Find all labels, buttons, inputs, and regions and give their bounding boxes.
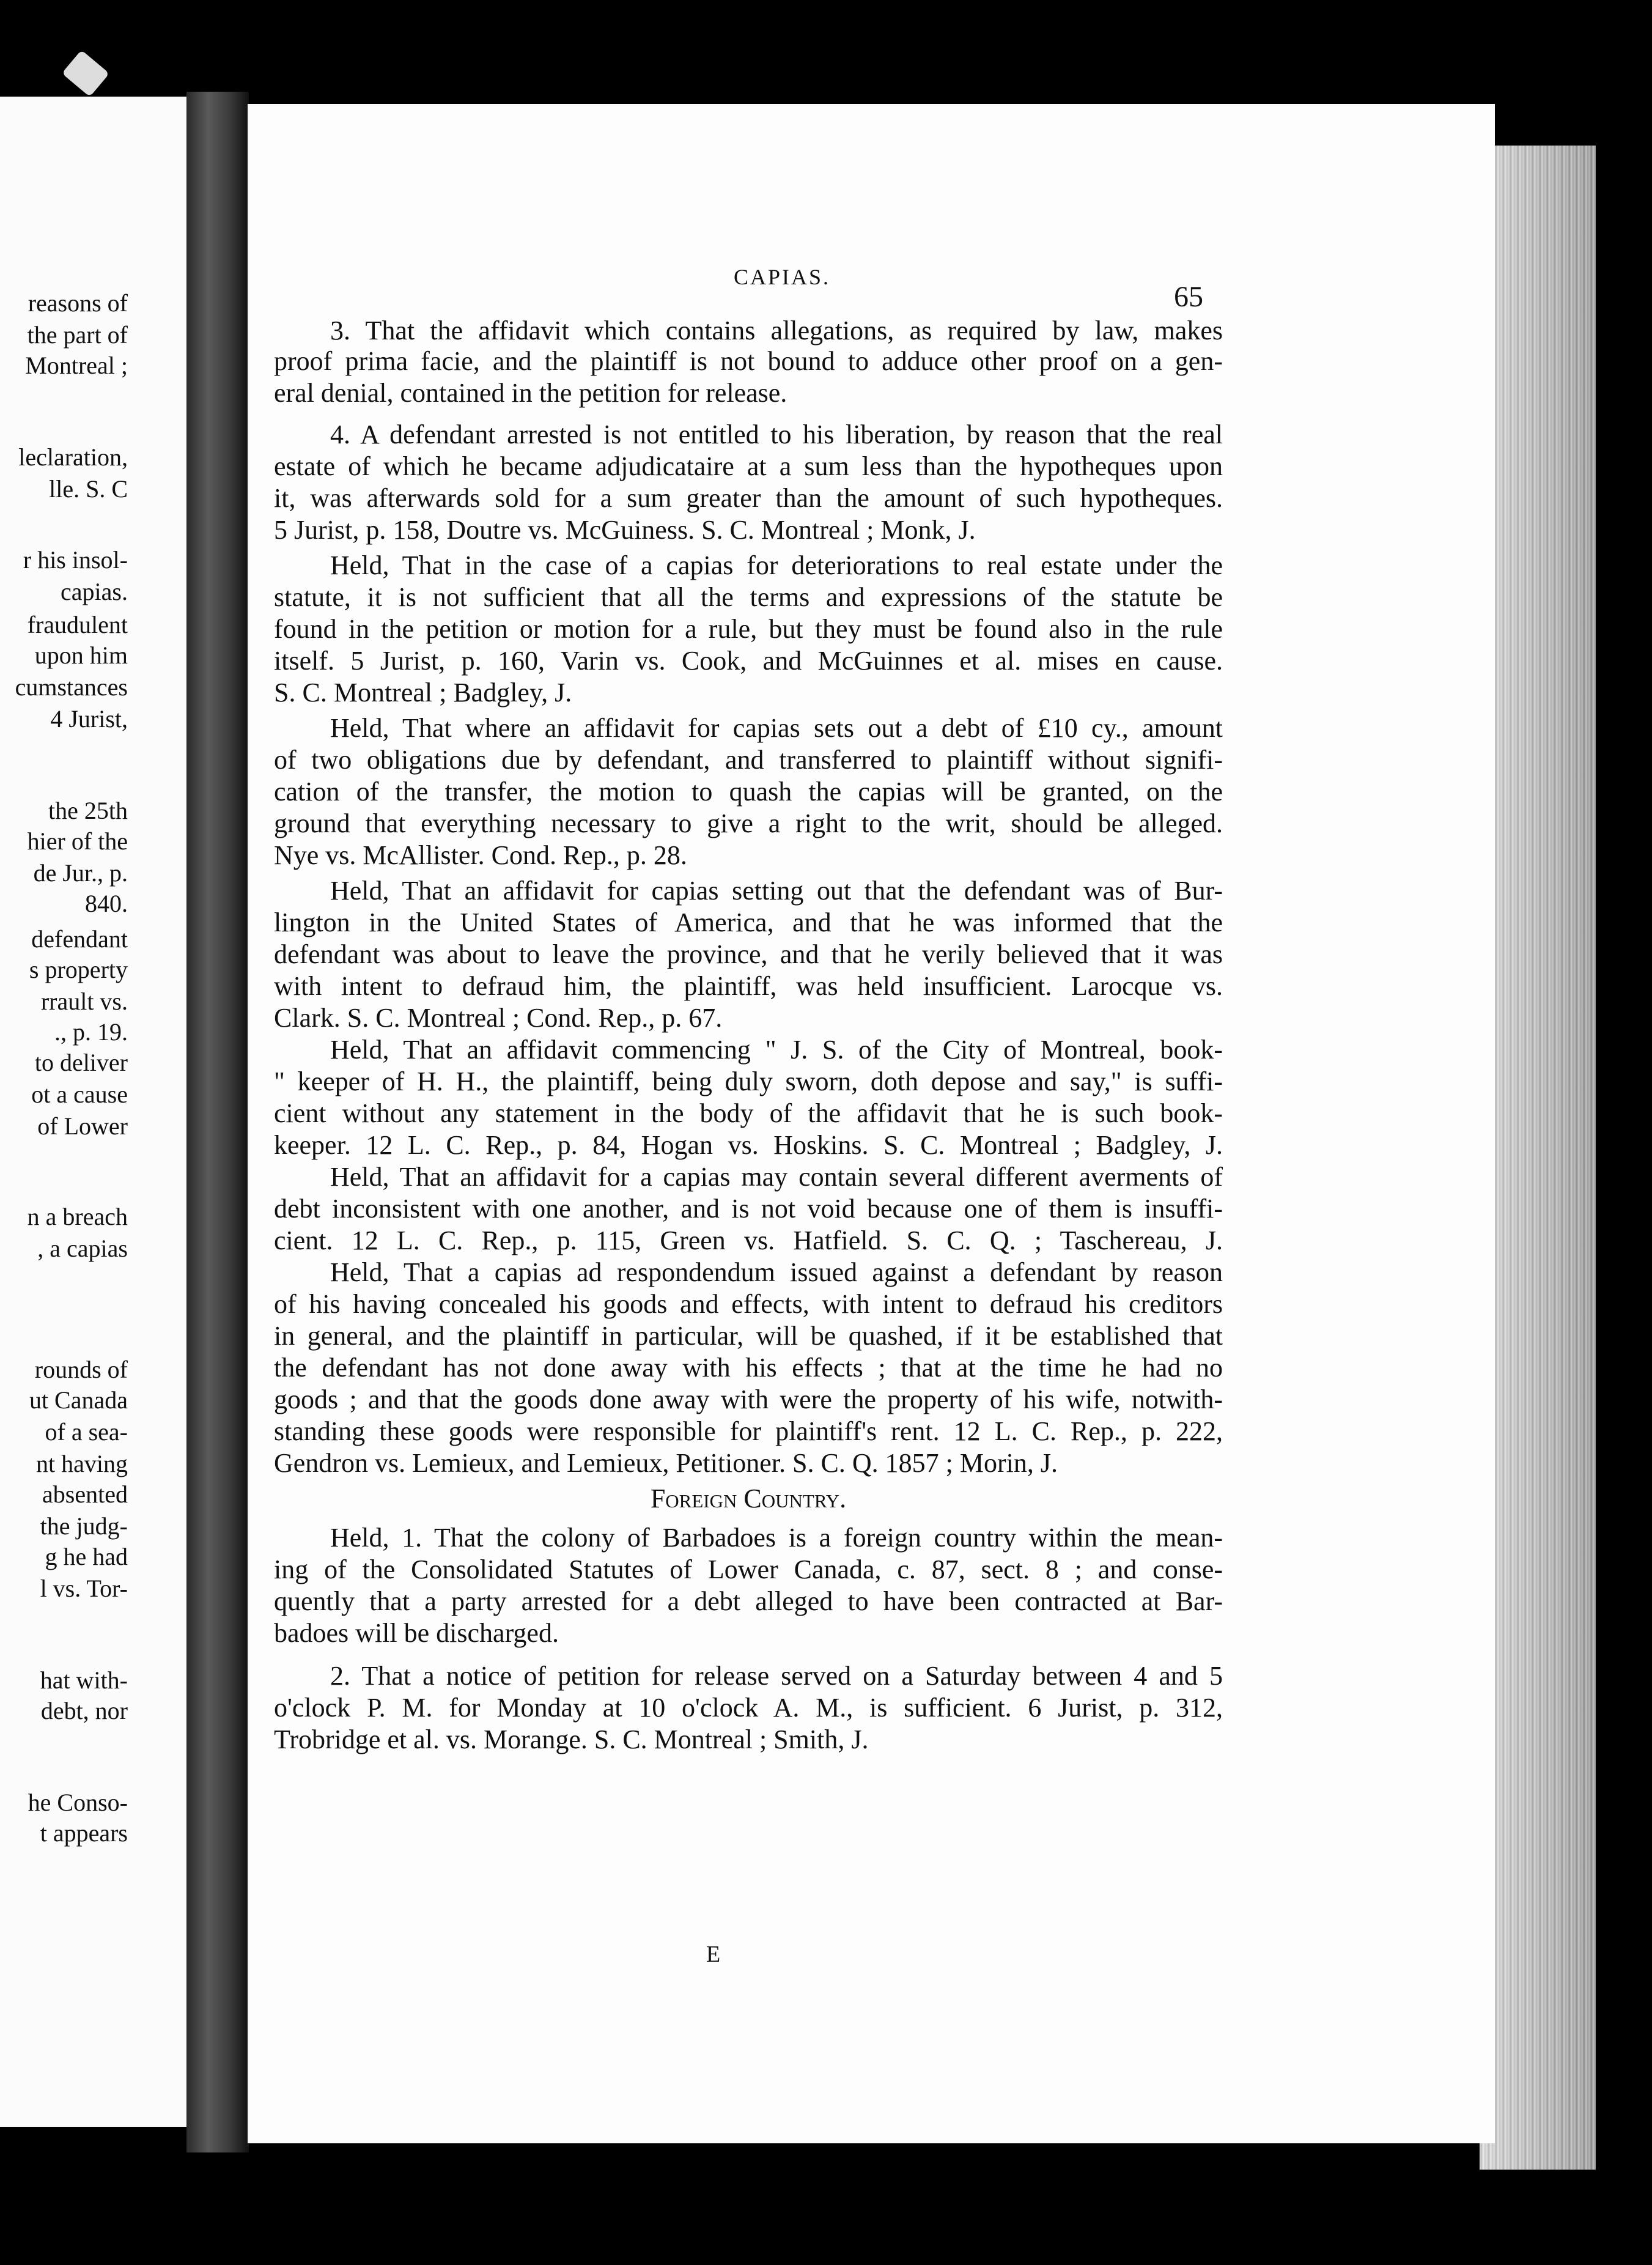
text-line: of his having concealed his goods and effects, with intent to defraud his creditors <box>274 1289 1223 1319</box>
text-line: keeper. 12 L. C. Rep., p. 84, Hogan vs. Hoskins. S. C. Montreal ; Badgley, J. <box>274 1130 1223 1160</box>
left-line: , a capias <box>37 1235 128 1262</box>
text-line: found in the petition or motion for a rule, but they must be found also in the rule <box>274 614 1223 644</box>
text-line: it, was afterwards sold for a sum greater than the amount of such hypotheques. <box>274 483 1223 513</box>
text-line: cient without any statement in the body of the affidavit that he is such book- <box>274 1098 1223 1128</box>
text-line: Gendron vs. Lemieux, and Lemieux, Petitioner. S. C. Q. 1857 ; Morin, J. <box>274 1448 1058 1478</box>
text-line: in general, and the plaintiff in particular, will be quashed, if it be established that <box>274 1321 1223 1351</box>
left-line: 4 Jurist, <box>50 705 128 733</box>
text-line: Held, That a capias ad respondendum issued against a defendant by reason <box>330 1257 1223 1287</box>
text-line: with intent to defraud him, the plaintiff, was held insufficient. Larocque vs. <box>274 971 1223 1001</box>
left-line: ., p. 19. <box>54 1018 128 1046</box>
text-line: statute, it is not sufficient that all the terms and expressions of the statute be <box>274 582 1223 612</box>
left-line: rrault vs. <box>40 988 128 1015</box>
text-line: Held, That an affidavit for capias setting out that the defendant was of Bur- <box>330 876 1223 906</box>
text-line: badoes will be discharged. <box>274 1618 559 1648</box>
text-line: " keeper of H. H., the plaintiff, being duly sworn, doth depose and say," is suffi- <box>274 1066 1223 1096</box>
left-line: t appears <box>40 1819 128 1847</box>
left-line: the 25th <box>48 797 128 824</box>
left-line: the judg- <box>40 1512 128 1540</box>
left-line: Montreal ; <box>25 352 128 379</box>
left-line: defendant <box>31 925 128 953</box>
text-line: S. C. Montreal ; Badgley, J. <box>274 678 572 708</box>
section-heading: Foreign Country. <box>650 1484 847 1513</box>
page-number: 65 <box>1174 281 1203 313</box>
left-line: debt, nor <box>40 1697 128 1724</box>
text-line: Clark. S. C. Montreal ; Cond. Rep., p. 67. <box>274 1003 723 1033</box>
text-line: lington in the United States of America, and that he was informed that the <box>274 907 1223 937</box>
left-line: s property <box>29 956 128 983</box>
text-line: eral denial, contained in the petition for release. <box>274 378 787 408</box>
text-line: cation of the transfer, the motion to quash the capias will be granted, on the <box>274 777 1223 807</box>
text-line: the defendant has not done away with his effects ; that at the time he had no <box>274 1353 1223 1383</box>
left-line: of a sea- <box>45 1418 128 1446</box>
left-line: ot a cause <box>31 1081 128 1108</box>
left-line: rounds of <box>34 1356 128 1383</box>
text-line: 3. That the affidavit which contains allegations, as required by law, makes <box>330 316 1223 345</box>
left-line: of Lower <box>37 1112 128 1140</box>
text-line: of two obligations due by defendant, and transferred to plaintiff without signifi- <box>274 745 1223 775</box>
left-line: nt having <box>36 1450 128 1477</box>
text-line: Held, That where an affidavit for capias sets out a debt of £10 cy., amount <box>330 713 1223 743</box>
left-line: n a breach <box>27 1203 128 1230</box>
left-line: 840. <box>85 890 128 917</box>
text-line: o'clock P. M. for Monday at 10 o'clock A. M., is sufficient. 6 Jurist, p. 312, <box>274 1693 1223 1723</box>
left-line: absented <box>42 1480 128 1508</box>
left-line: hier of the <box>27 827 128 855</box>
left-line: ut Canada <box>29 1386 128 1414</box>
text-line: Nye vs. McAllister. Cond. Rep., p. 28. <box>274 840 687 870</box>
left-line: to deliver <box>34 1049 128 1076</box>
text-line: ing of the Consolidated Statutes of Lower Canada, c. 87, sect. 8 ; and conse- <box>274 1554 1223 1584</box>
left-line: hat with- <box>40 1666 128 1694</box>
text-line: 4. A defendant arrested is not entitled to his liberation, by reason that the real <box>330 419 1223 449</box>
text-line: goods ; and that the goods done away with were the property of his wife, notwith- <box>274 1384 1223 1414</box>
left-line: cumstances <box>15 673 128 701</box>
text-line: 5 Jurist, p. 158, Doutre vs. McGuiness. S. C. Montreal ; Monk, J. <box>274 515 976 545</box>
left-line: capias. <box>61 578 128 605</box>
text-line: proof prima facie, and the plaintiff is not bound to adduce other proof on a gen- <box>274 346 1223 376</box>
text-line: cient. 12 L. C. Rep., p. 115, Green vs. Hatfield. S. C. Q. ; Taschereau, J. <box>274 1225 1223 1255</box>
left-line: the part of <box>27 321 128 349</box>
left-line: he Conso- <box>28 1789 128 1816</box>
text-line: debt inconsistent with one another, and is not void because one of them is insuffi- <box>274 1194 1223 1224</box>
text-line: estate of which he became adjudicataire at a sum less than the hypotheques upon <box>274 451 1223 481</box>
left-line: r his insol- <box>23 546 128 574</box>
text-line: quently that a party arrested for a debt alleged to have been contracted at Bar- <box>274 1586 1223 1616</box>
left-line: l vs. Tor- <box>40 1575 128 1602</box>
text-line: defendant was about to leave the province, and that he verily believed that it was <box>274 939 1223 969</box>
text-line: 2. That a notice of petition for release served on a Saturday between 4 and 5 <box>330 1661 1223 1691</box>
left-facing-page <box>0 97 186 2127</box>
text-line: ground that everything necessary to give a right to the writ, should be alleged. <box>274 808 1223 838</box>
text-line: Held, That in the case of a capias for deteriorations to real estate under the <box>330 550 1223 580</box>
book-gutter <box>186 92 249 2152</box>
text-line: itself. 5 Jurist, p. 160, Varin vs. Cook, and McGuinnes et al. mises en cause. <box>274 646 1223 676</box>
text-line: Held, That an affidavit commencing " J. S. of the City of Montreal, book- <box>330 1035 1223 1065</box>
page-clip-mark <box>62 50 109 97</box>
signature-mark: E <box>706 1942 721 1967</box>
text-line: Held, 1. That the colony of Barbadoes is a foreign country within the mean- <box>330 1523 1223 1553</box>
left-line: leclaration, <box>18 443 128 471</box>
left-line: upon him <box>34 641 128 669</box>
left-line: reasons of <box>28 289 128 317</box>
running-head: CAPIAS. <box>734 265 831 289</box>
left-line: fraudulent <box>27 611 128 638</box>
text-line: Held, That an affidavit for a capias may contain several different averments of <box>330 1162 1223 1192</box>
left-line: g he had <box>45 1543 128 1570</box>
book-page-edges-shade <box>1480 146 1596 2170</box>
left-line: de Jur., p. <box>33 859 128 887</box>
left-line: lle. S. C <box>49 475 128 503</box>
text-line: Trobridge et al. vs. Morange. S. C. Montreal ; Smith, J. <box>274 1724 869 1754</box>
text-line: standing these goods were responsible for plaintiff's rent. 12 L. C. Rep., p. 222, <box>274 1416 1223 1446</box>
